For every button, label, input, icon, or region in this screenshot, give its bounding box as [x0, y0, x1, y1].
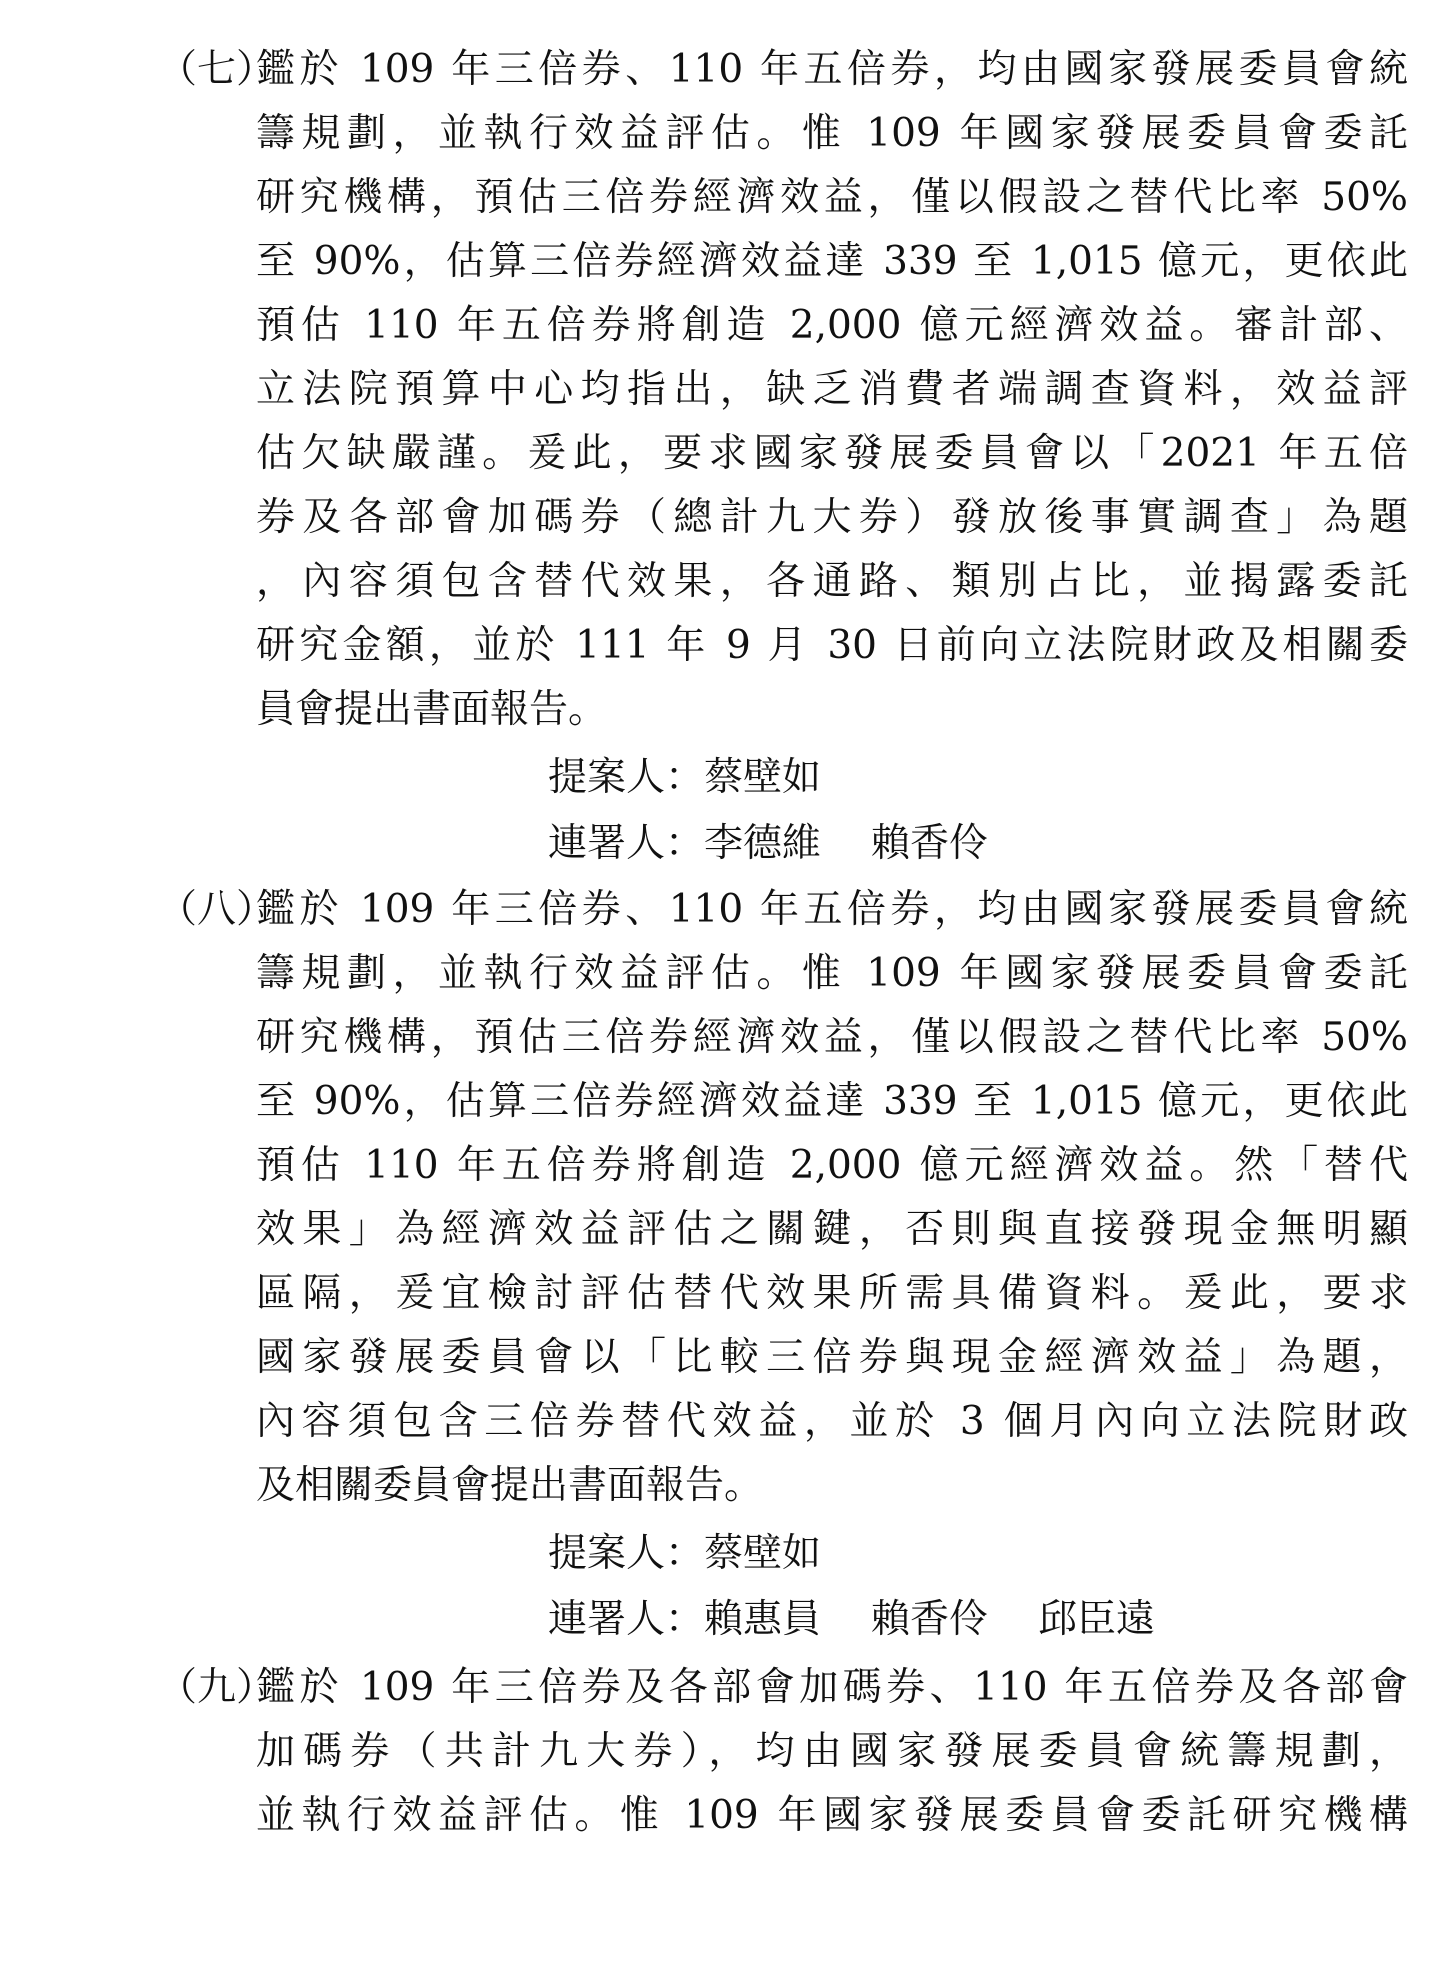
item-8-line: 至 90%，估算三倍券經濟效益達 339 至 1,015 億元，更依此	[256, 1079, 1408, 1124]
proposer-name: 蔡壁如	[704, 755, 822, 800]
item-8-line: 研究機構，預估三倍券經濟效益，僅以假設之替代比率 50%	[256, 1015, 1408, 1060]
item-8-line: 內容須包含三倍券替代效益，並於 3 個月內向立法院財政	[256, 1399, 1408, 1444]
item-7-line: 員會提出書面報告。	[256, 687, 608, 732]
item-8-first-line	[158, 878, 1408, 942]
proposer-line	[548, 746, 871, 810]
item-8-line: 國家發展委員會以「比較三倍券與現金經濟效益」為題，	[256, 1335, 1408, 1380]
proposer-name: 蔡壁如	[704, 1531, 822, 1576]
cosigner-name: 賴惠員	[704, 1597, 822, 1642]
item-7-first-line	[158, 38, 1408, 102]
item-7-line: 研究機構，預估三倍券經濟效益，僅以假設之替代比率 50%	[256, 175, 1408, 220]
cosigner-label: 連署人：	[548, 1597, 705, 1642]
cosigner-line	[548, 1588, 1205, 1652]
item-text: 鑑於 109 年三倍券、110 年五倍券，均由國家發展委員會統	[256, 887, 1408, 932]
cosigner-name: 賴香伶	[871, 821, 989, 866]
cosigner-name: 邱臣遠	[1038, 1597, 1156, 1642]
proposer-line	[548, 1522, 871, 1586]
item-9-line: 並執行效益評估。惟 109 年國家發展委員會委託研究機構	[256, 1793, 1408, 1838]
item-8-line: 效果」為經濟效益評估之關鍵，否則與直接發現金無明顯	[256, 1207, 1408, 1252]
item-7-line: 券及各部會加碼券（總計九大券）發放後事實調查」為題	[256, 495, 1408, 540]
cosigner-label: 連署人：	[548, 821, 705, 866]
cosigner-name: 李德維	[704, 821, 822, 866]
item-7-line: 籌規劃，並執行效益評估。惟 109 年國家發展委員會委託	[256, 111, 1408, 156]
item-7-line: 研究金額，並於 111 年 9 月 30 日前向立法院財政及相關委	[256, 623, 1408, 668]
item-7-line: 至 90%，估算三倍券經濟效益達 339 至 1,015 億元，更依此	[256, 239, 1408, 284]
item-marker: （九）	[158, 1665, 276, 1710]
item-7-line: 預估 110 年五倍券將創造 2,000 億元經濟效益。審計部、	[256, 303, 1408, 348]
item-9-line: 加碼券（共計九大券），均由國家發展委員會統籌規劃，	[256, 1729, 1408, 1774]
item-marker: （八）	[158, 887, 276, 932]
item-text: 鑑於 109 年三倍券及各部會加碼券、110 年五倍券及各部會	[256, 1665, 1408, 1710]
item-7-line: 立法院預算中心均指出，缺乏消費者端調查資料，效益評	[256, 367, 1408, 412]
item-8-line: 預估 110 年五倍券將創造 2,000 億元經濟效益。然「替代	[256, 1143, 1408, 1188]
cosigner-name: 賴香伶	[871, 1597, 989, 1642]
item-9-first-line	[158, 1656, 1408, 1720]
item-text: 鑑於 109 年三倍券、110 年五倍券，均由國家發展委員會統	[256, 47, 1408, 92]
proposer-label: 提案人：	[548, 1531, 705, 1576]
item-marker: （七）	[158, 47, 276, 92]
item-7-line: ，內容須包含替代效果，各通路、類別占比，並揭露委託	[256, 559, 1408, 604]
item-8-line: 籌規劃，並執行效益評估。惟 109 年國家發展委員會委託	[256, 951, 1408, 996]
item-8-line: 區隔，爰宜檢討評估替代效果所需具備資料。爰此，要求	[256, 1271, 1408, 1316]
cosigner-line	[548, 812, 1038, 876]
proposer-label: 提案人：	[548, 755, 705, 800]
item-8-line: 及相關委員會提出書面報告。	[256, 1463, 764, 1508]
item-7-line: 估欠缺嚴謹。爰此，要求國家發展委員會以「2021 年五倍	[256, 431, 1408, 476]
